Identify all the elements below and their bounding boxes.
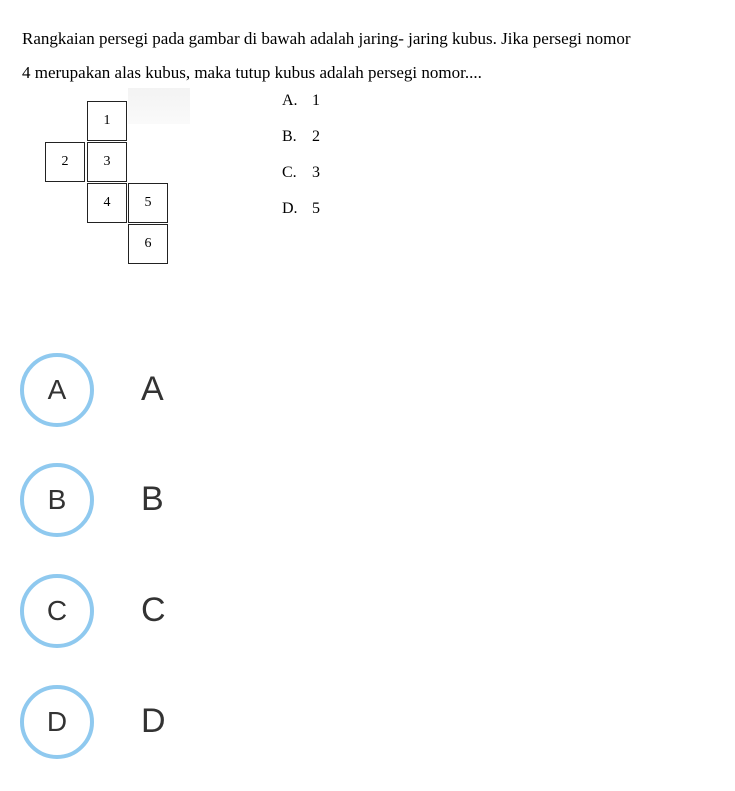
- printed-choices: [282, 88, 320, 232]
- printed-choice-value: 3: [312, 164, 320, 181]
- answer-circle-b[interactable]: B: [20, 463, 94, 537]
- printed-choice-letter: D.: [282, 200, 298, 217]
- answer-label-b[interactable]: B: [141, 480, 164, 518]
- answer-circle-a[interactable]: A: [20, 353, 94, 427]
- net-square-3: 3: [87, 142, 127, 182]
- cube-net-figure: [45, 101, 171, 265]
- printed-choice-letter: B.: [282, 128, 297, 145]
- answer-option-b[interactable]: [20, 463, 320, 543]
- answer-circle-d[interactable]: D: [20, 685, 94, 759]
- answer-circle-c[interactable]: C: [20, 574, 94, 648]
- printed-choice-letter: C.: [282, 164, 297, 181]
- net-square-6: 6: [128, 224, 168, 264]
- net-square-4: 4: [87, 183, 127, 223]
- answer-option-a[interactable]: [20, 353, 320, 433]
- question-line-1: Rangkaian persegi pada gambar di bawah adalah jaring- jaring kubus. Jika persegi nomor: [22, 29, 631, 48]
- printed-choice-d: [282, 196, 320, 232]
- printed-choice-letter: A.: [282, 92, 298, 109]
- answer-label-d[interactable]: D: [141, 702, 166, 740]
- answer-option-d[interactable]: [20, 685, 320, 765]
- printed-choice-value: 5: [312, 200, 320, 217]
- printed-choice-a: [282, 88, 320, 124]
- net-square-2: 2: [45, 142, 85, 182]
- printed-choice-value: 2: [312, 128, 320, 145]
- net-square-5: 5: [128, 183, 168, 223]
- question-text: [22, 22, 722, 90]
- answer-label-c[interactable]: C: [141, 591, 166, 629]
- net-square-1: 1: [87, 101, 127, 141]
- question-line-2: 4 merupakan alas kubus, maka tutup kubus adalah persegi nomor....: [22, 63, 482, 82]
- printed-choice-b: [282, 124, 320, 160]
- printed-choice-value: 1: [312, 92, 320, 109]
- printed-choice-c: [282, 160, 320, 196]
- answer-label-a[interactable]: A: [141, 370, 164, 408]
- answer-option-c[interactable]: [20, 574, 320, 654]
